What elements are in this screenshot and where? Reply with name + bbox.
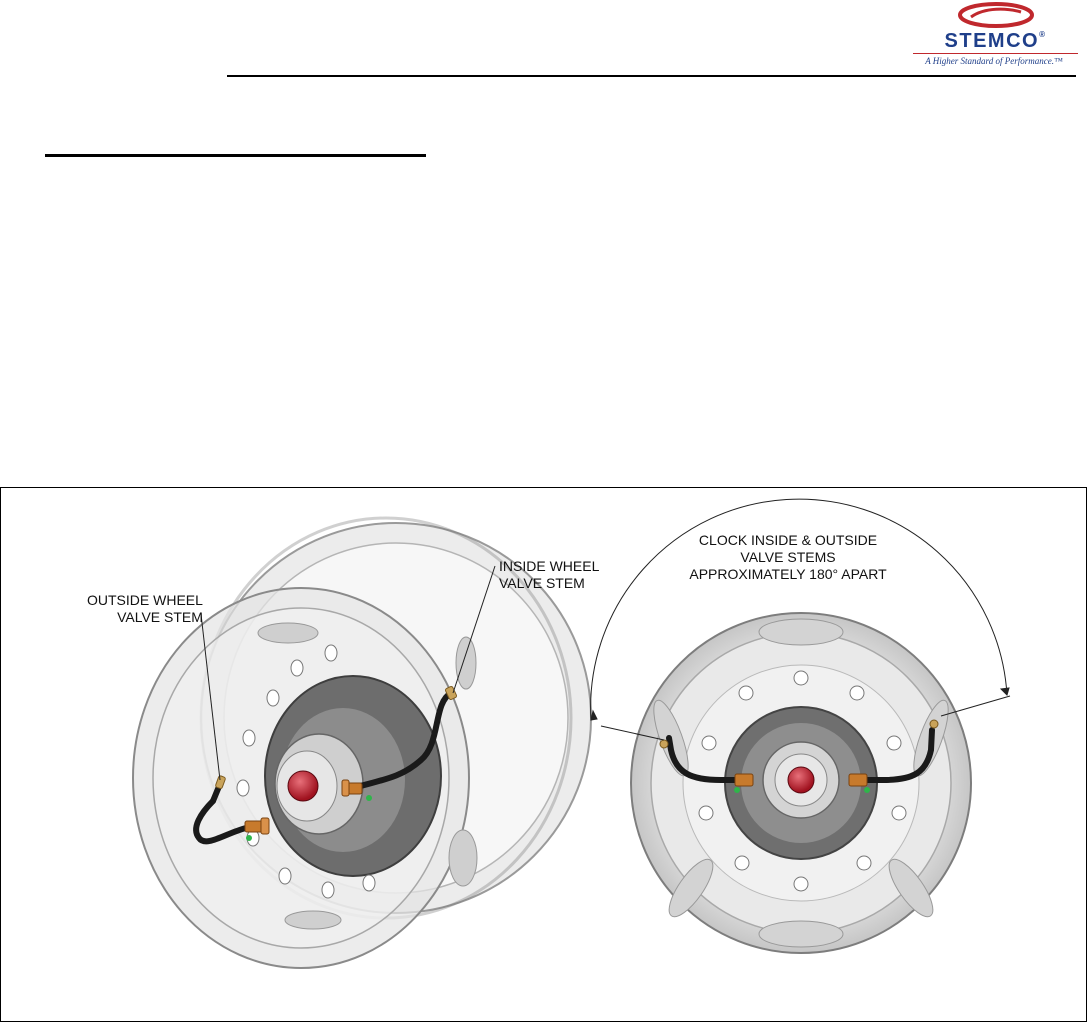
clock-label-line1: CLOCK INSIDE & OUTSIDE (698, 532, 878, 548)
stemco-logo (905, 0, 1083, 72)
logo-tagline: A Higher Standard of Performance.™ (925, 56, 1063, 66)
right-wheel-front (631, 613, 971, 953)
wheel-diagram-figure (0, 487, 1087, 1022)
clock-label-line2: VALVE STEMS (740, 549, 836, 565)
outside-valve-stem-label (87, 592, 203, 626)
inside-valve-stem-label (499, 558, 599, 592)
logo-divider (913, 53, 1078, 54)
clock-label-line3: APPROXIMATELY 180° APART (689, 566, 887, 582)
outside-label-line2: VALVE STEM (117, 609, 203, 625)
inside-label-line2: VALVE STEM (499, 575, 585, 591)
header-rule (227, 75, 1076, 77)
inside-label-line1: INSIDE WHEEL (499, 558, 600, 574)
logo-brand-text: STEMCO® (944, 30, 1047, 52)
outside-label-line1: OUTSIDE WHEEL (87, 592, 203, 608)
clocking-instruction-label (683, 532, 893, 583)
section-heading-rule (45, 154, 426, 157)
swoosh-logo-icon (905, 0, 1083, 32)
